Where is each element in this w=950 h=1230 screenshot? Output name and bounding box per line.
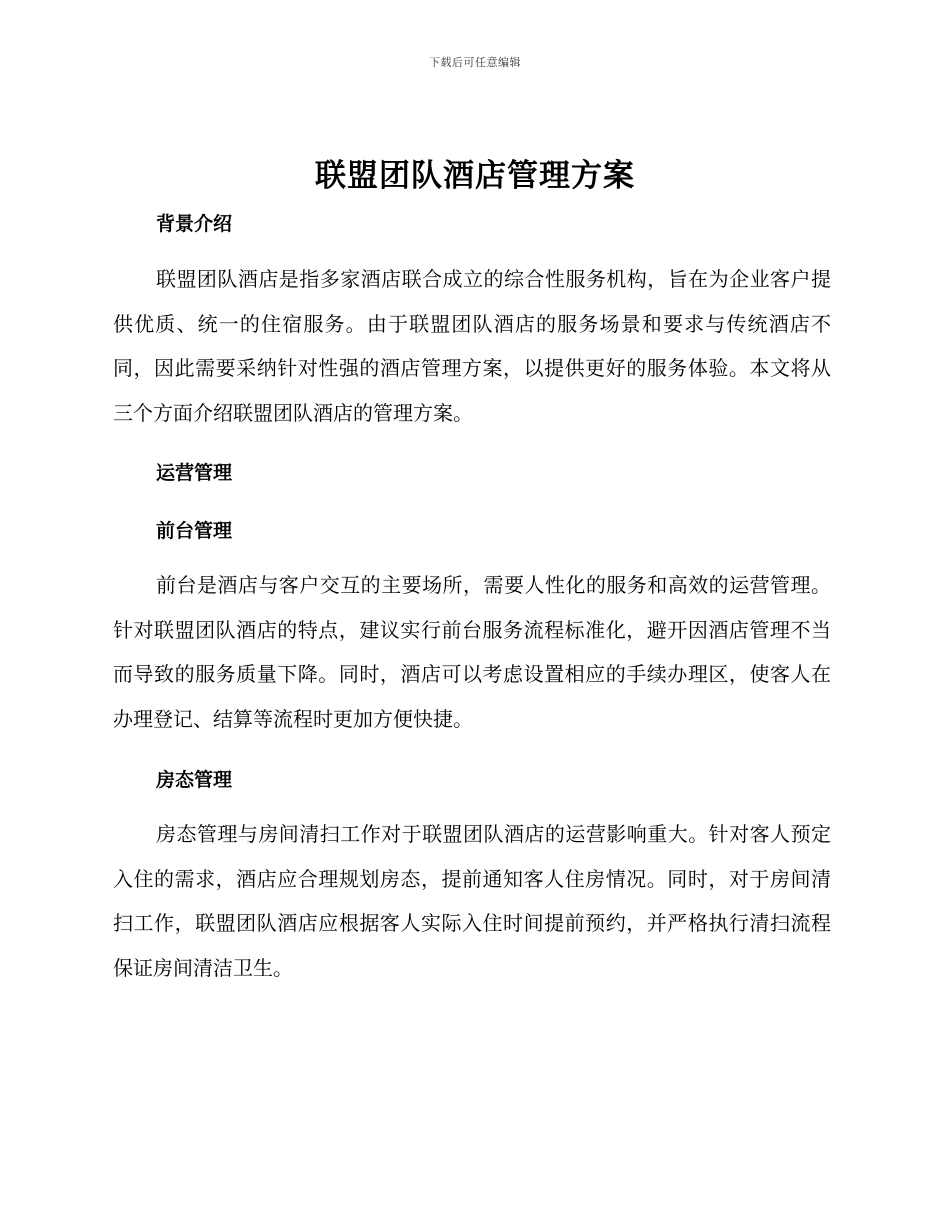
document-title: 联盟团队酒店管理方案 [315, 158, 635, 194]
paragraph-room-status: 房态管理与房间清扫工作对于联盟团队酒店的运营影响重大。针对客人预定入住的需求，酒店应合理规划房态，提前通知客人住房情况。同时，对于房间清扫工作，联盟团队酒店应根据客人实际入住时间提前预约，并严格执行清扫流程保证房间清洁卫生。 [113, 822, 831, 980]
section-heading-operations: 运营管理 [156, 462, 233, 484]
paragraph-front-desk: 前台是酒店与客户交互的主要场所，需要人性化的服务和高效的运营管理。针对联盟团队酒店的特点，建议实行前台服务流程标准化，避开因酒店管理不当而导致的服务质量下降。同时，酒店可以考虑设置相应的手续办理区，使客人在办理登记、结算等流程时更加方便快捷。 [113, 573, 831, 731]
paragraph-background: 联盟团队酒店是指多家酒店联合成立的综合性服务机构，旨在为企业客户提供优质、统一的住宿服务。由于联盟团队酒店的服务场景和要求与传统酒店不同，因此需要采纳针对性强的酒店管理方案，以提供更好的服务体验。本文将从三个方面介绍联盟团队酒店的管理方案。 [113, 267, 831, 425]
section-heading-background: 背景介绍 [156, 213, 233, 235]
section-heading-room-status: 房态管理 [156, 769, 233, 791]
header-note: 下载后可任意编辑 [429, 56, 521, 69]
section-heading-front-desk: 前台管理 [156, 520, 233, 542]
